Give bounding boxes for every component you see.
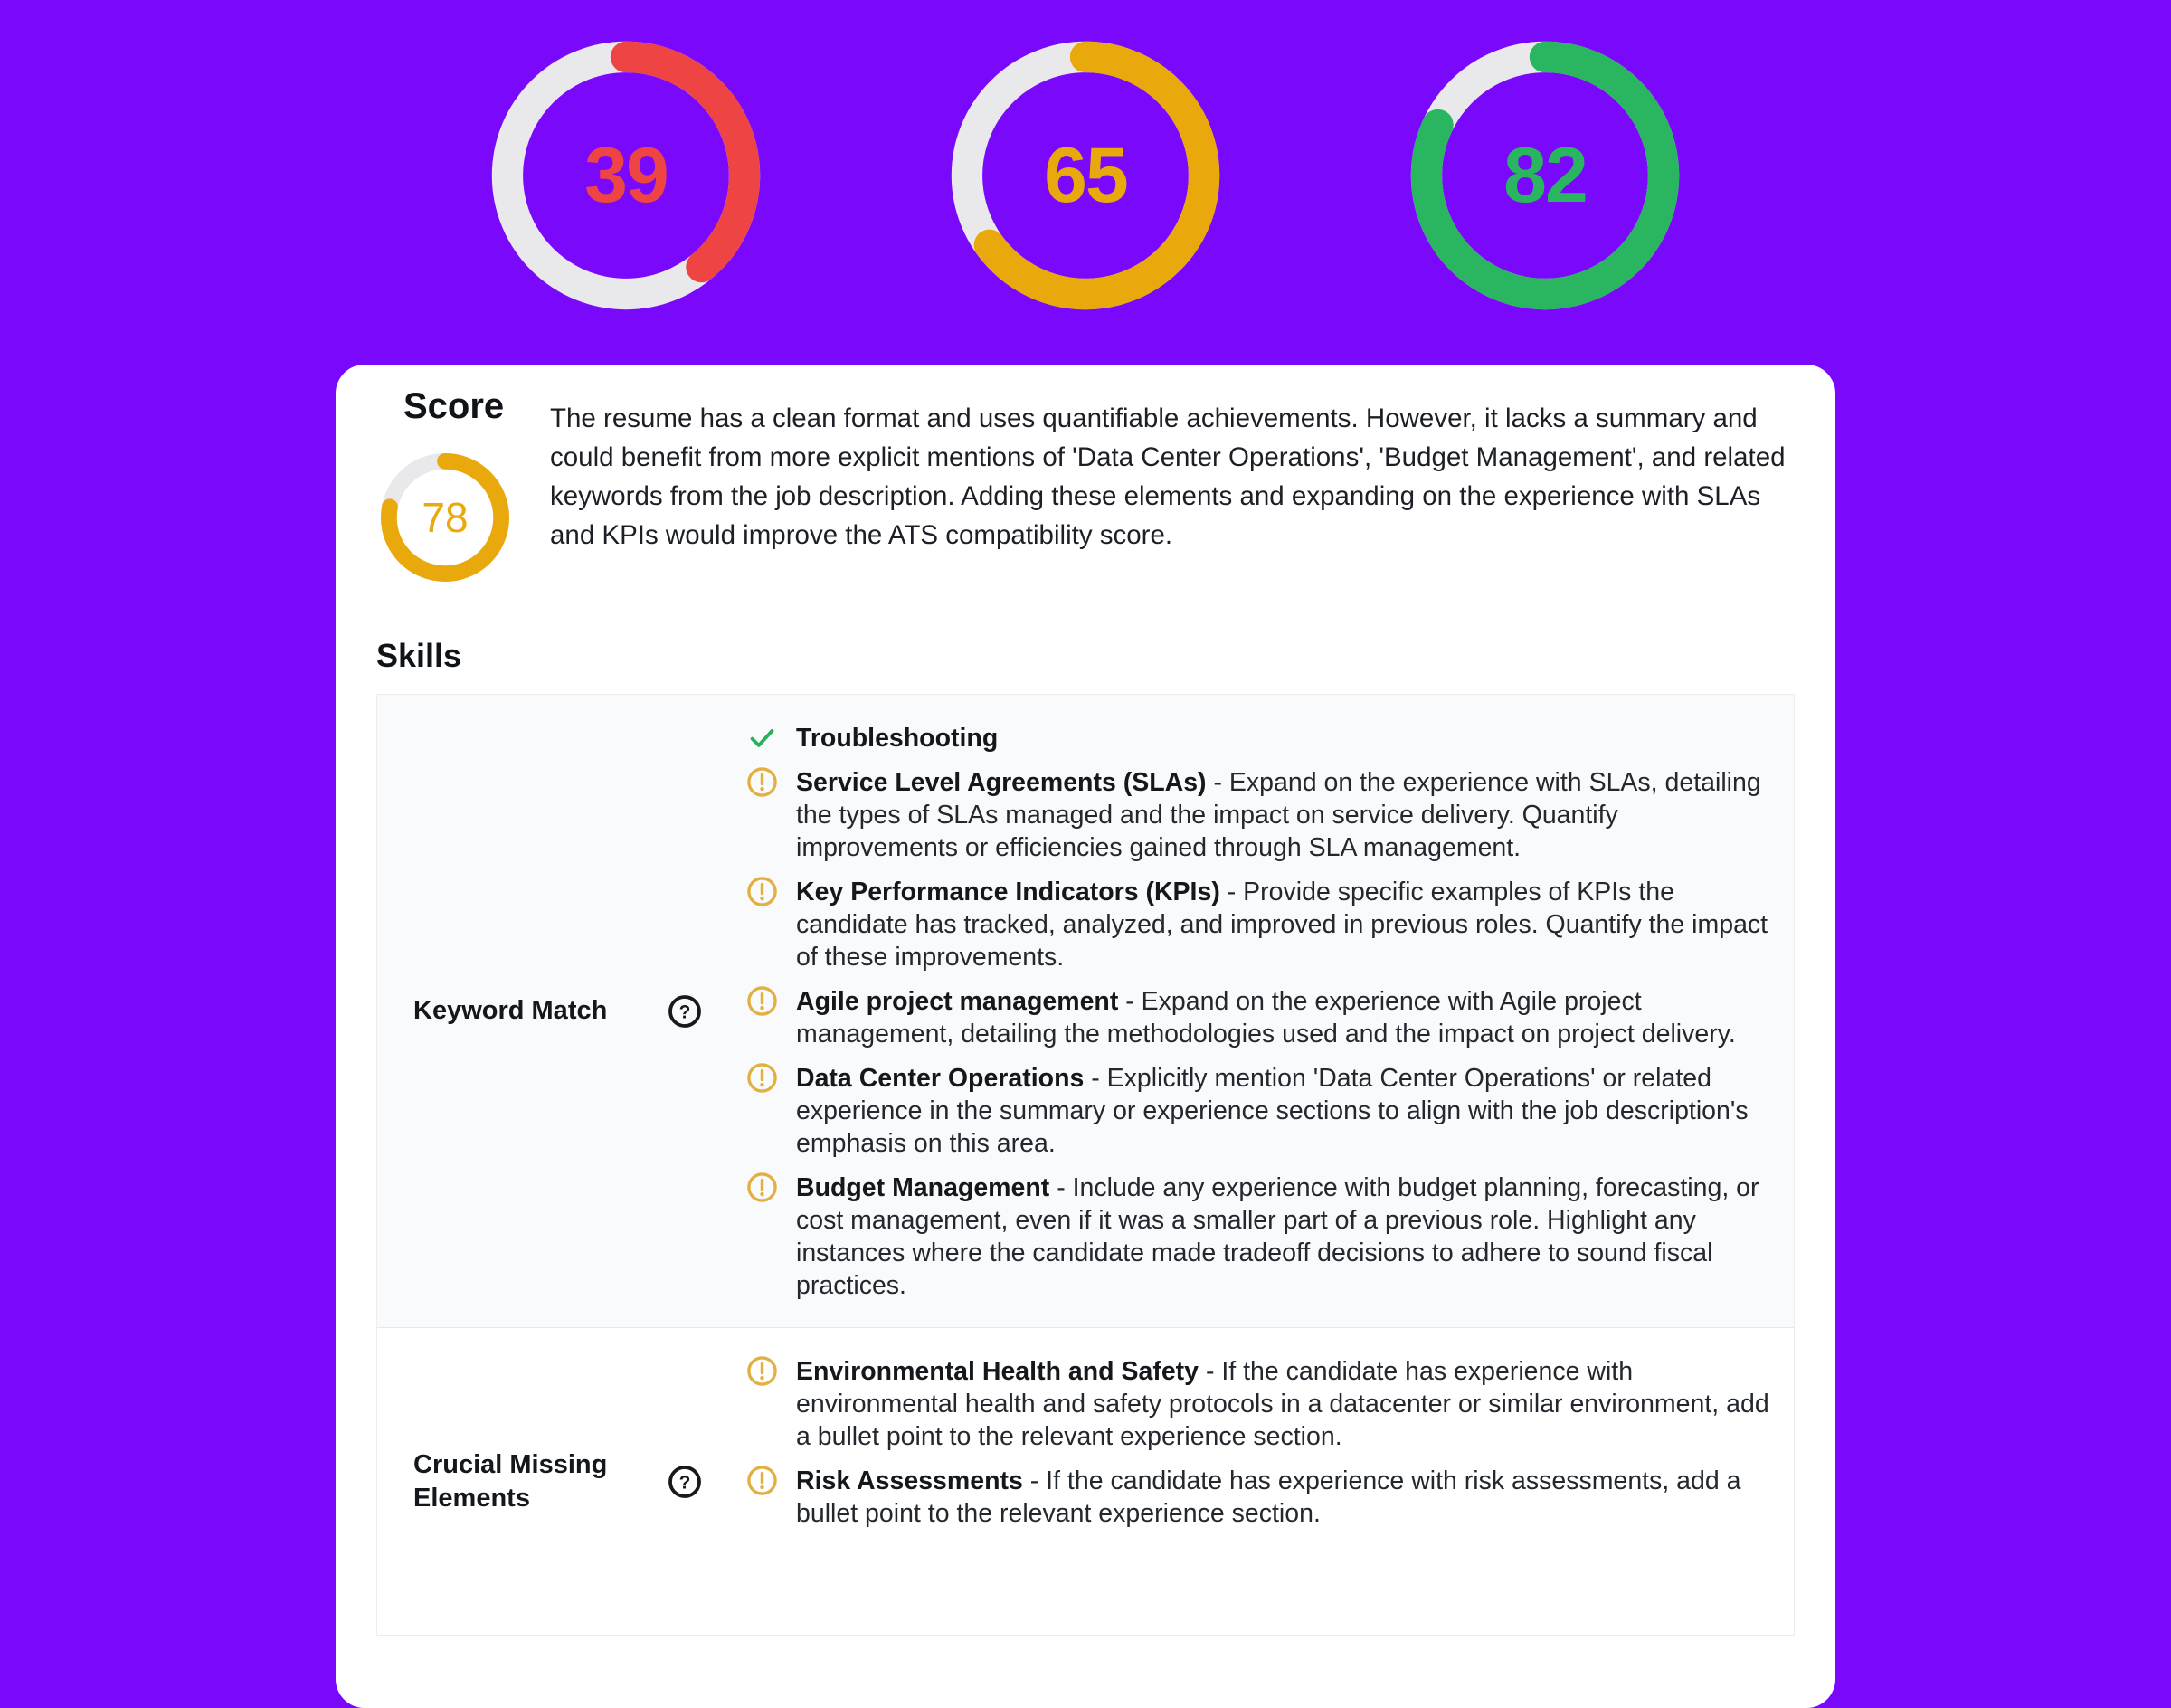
warning-circle-icon (746, 1062, 778, 1094)
skills-row-label-cell (377, 1328, 739, 1635)
score-ring-value: 65 (1044, 131, 1127, 219)
warning-icon (746, 1172, 778, 1203)
skills-row-label-cell (377, 695, 739, 1327)
skills-table-row (377, 695, 1794, 1327)
skill-detail: - If the candidate has experience with risk assessments, add a bullet point to the relevant experience section. (796, 1466, 1741, 1528)
skill-term: Data Center Operations (796, 1064, 1085, 1093)
skill-detail: - Expand on the experience with Agile project management, detailing the methodologies used and the impact on project delivery. (796, 987, 1736, 1049)
skills-table (376, 694, 1795, 1636)
score-ring-gauge (1404, 34, 1686, 317)
warning-icon (746, 1062, 778, 1094)
skills-row-items (739, 1328, 1794, 1555)
skill-item (746, 1355, 1774, 1453)
skill-term: Environmental Health and Safety (796, 1357, 1199, 1386)
skills-heading: Skills (376, 637, 462, 674)
skill-item (746, 1062, 1774, 1160)
skills-row-label: Crucial Missing Elements (413, 1449, 608, 1513)
skill-term: Agile project management (796, 987, 1119, 1016)
warning-circle-icon (746, 1172, 778, 1203)
skill-item (746, 1172, 1774, 1302)
question-circle-icon[interactable] (667, 1464, 703, 1500)
skill-detail: - Include any experience with budget planning, forecasting, or cost management, even if it was a smaller part of a previous role. Highlight any instances where the candidate made tradeoff decisions to adhere to sound fiscal practices. (796, 1173, 1759, 1300)
skill-item (746, 985, 1774, 1050)
overall-score-gauge (378, 451, 512, 584)
skills-row-label: Keyword Match (413, 996, 608, 1025)
skill-item (746, 766, 1774, 864)
skill-term: Key Performance Indicators (KPIs) (796, 878, 1220, 906)
warning-icon (746, 1355, 778, 1387)
skill-detail: - Provide specific examples of KPIs the candidate has tracked, analyzed, and improved in previous roles. Quantify the impact of these improvements. (796, 878, 1768, 972)
skill-item (746, 722, 1774, 754)
score-summary-text: The resume has a clean format and uses quantifiable achievements. However, it lacks a summary and could benefit from more explicit mentions of 'Data Center Operations', 'Budget Management', and related keywords from the job description. Adding these elements and expanding on the experience with SLAs and KPIs would improve the ATS compatibility score. (550, 403, 1786, 550)
skill-item (746, 1465, 1774, 1530)
warning-circle-icon (746, 766, 778, 798)
overall-score-value: 78 (422, 494, 469, 541)
svg-text:?: ? (678, 1001, 691, 1022)
skills-row-items (739, 695, 1794, 1327)
warning-circle-icon (746, 876, 778, 907)
warning-circle-icon (746, 985, 778, 1017)
skill-item (746, 876, 1774, 973)
warning-icon (746, 985, 778, 1017)
score-heading: Score (403, 386, 505, 426)
svg-text:?: ? (678, 1471, 691, 1493)
warning-icon (746, 1465, 778, 1496)
score-section (376, 384, 1795, 584)
skill-term: Risk Assessments (796, 1466, 1023, 1495)
warning-icon (746, 766, 778, 798)
skill-term: Troubleshooting (796, 724, 999, 753)
warning-icon (746, 876, 778, 907)
skills-table-row (377, 1327, 1794, 1635)
question-circle-icon[interactable] (667, 993, 703, 1030)
score-ring-value: 39 (584, 131, 668, 219)
score-ring-gauge (944, 34, 1227, 317)
skill-term: Budget Management (796, 1173, 1050, 1202)
score-ring-value: 82 (1503, 131, 1587, 219)
skill-detail: - Explicitly mention 'Data Center Operations' or related experience in the summary or experience sections to align with the job description's emphasis on this area. (796, 1064, 1749, 1158)
check-icon (746, 722, 778, 754)
score-gauge-block (376, 384, 537, 584)
skill-term: Service Level Agreements (SLAs) (796, 768, 1207, 797)
skill-detail: - If the candidate has experience with environmental health and safety protocols in a datacenter or similar environment, add a bullet point to the relevant experience section. (796, 1357, 1769, 1451)
warning-circle-icon (746, 1465, 778, 1496)
ats-report-card (336, 365, 1835, 1708)
skill-detail: - Expand on the experience with SLAs, detailing the types of SLAs managed and the impact on service delivery. Quantify improvements or efficiencies gained through SLA management. (796, 768, 1761, 862)
top-score-gauges (0, 0, 2171, 317)
score-ring-gauge (485, 34, 767, 317)
check-icon (746, 722, 778, 754)
warning-circle-icon (746, 1355, 778, 1387)
